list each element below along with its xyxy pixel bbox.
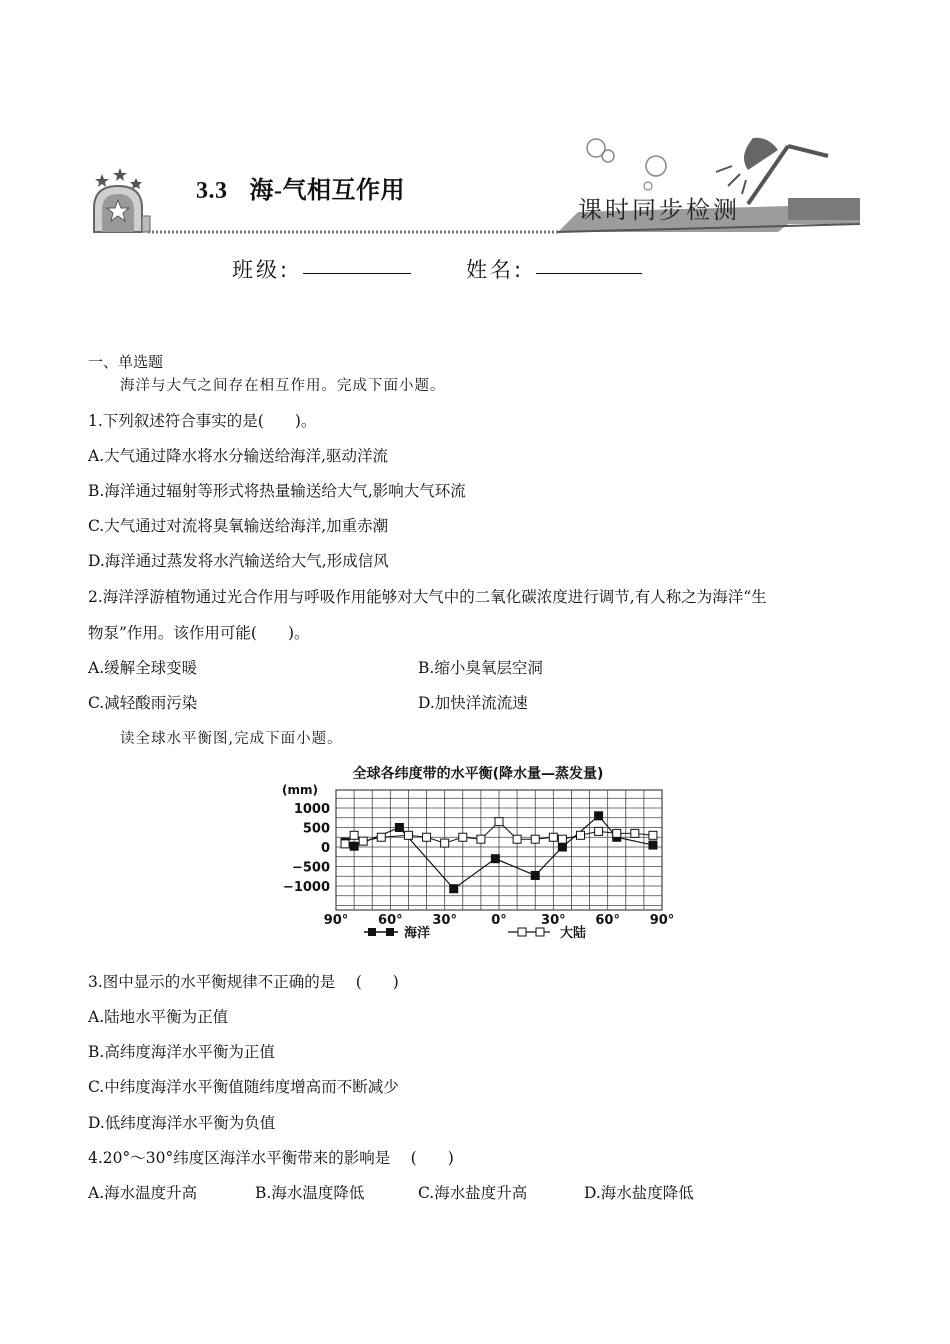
ocean-data-point: [558, 843, 566, 851]
star-badge-icon: [94, 168, 150, 232]
land-data-point: [631, 829, 639, 837]
q3-option-c: C.中纬度海洋水平衡值随纬度增高而不断减少: [88, 1078, 399, 1096]
ocean-data-point: [649, 841, 657, 849]
q1-option-d: D.海洋通过蒸发将水汽输送给大气,形成信风: [88, 552, 389, 570]
x-tick-label: 90°: [649, 913, 675, 928]
q1-option-c: C.大气通过对流将臭氧输送给海洋,加重赤潮: [88, 517, 389, 535]
y-tick-label: −1000: [282, 880, 330, 895]
land-data-point: [341, 840, 349, 848]
land-data-point: [577, 831, 585, 839]
ocean-data-point: [450, 885, 458, 893]
class-blank[interactable]: [303, 273, 411, 274]
land-data-point: [423, 833, 431, 841]
q3-stem: 3.图中显示的水平衡规律不正确的是 ( ): [88, 973, 399, 991]
land-data-point: [459, 833, 467, 841]
badge-text: 课时同步检测: [578, 196, 740, 224]
q2-stem-line2: 物泵”作用。该作用可能( )。: [88, 624, 310, 642]
q4-option-a: A.海水温度升高: [88, 1184, 198, 1202]
chart-svg: [278, 760, 678, 945]
land-data-point: [513, 835, 521, 843]
x-tick-label: 30°: [432, 913, 457, 928]
land-data-point: [350, 831, 358, 839]
lesson-number: 3.3: [196, 178, 228, 204]
land-data-point: [404, 831, 412, 839]
x-tick-label: 90°: [323, 913, 349, 928]
intro-text-2: 读全球水平衡图,完成下面小题。: [120, 731, 343, 747]
y-tick-label: 1000: [293, 802, 330, 817]
q2-option-a: A.缓解全球变暖: [88, 659, 198, 677]
ocean-data-point: [595, 812, 603, 820]
q1-stem: 1.下列叙述符合事实的是( )。: [88, 412, 317, 430]
land-data-point: [377, 833, 385, 841]
legend-ocean-marker: [364, 928, 398, 936]
section-heading: 一、单选题: [88, 353, 164, 371]
q2-option-c: C.减轻酸雨污染: [88, 694, 198, 712]
ocean-data-point: [531, 871, 539, 879]
land-data-point: [531, 835, 539, 843]
legend-land-marker: [508, 928, 550, 936]
x-tick-label: 60°: [595, 913, 620, 928]
lesson-title-text: 海-气相互作用: [249, 178, 405, 204]
legend-ocean-label: 海洋: [404, 926, 431, 941]
ocean-data-point: [350, 842, 358, 850]
q3-option-a: A.陆地水平衡为正值: [88, 1008, 229, 1026]
water-balance-chart: [278, 760, 678, 945]
ocean-data-point: [395, 824, 403, 832]
land-data-point: [359, 837, 367, 845]
land-data-point: [495, 818, 503, 826]
name-label: 姓名:: [466, 258, 525, 282]
land-data-point: [558, 835, 566, 843]
y-tick-label: −500: [291, 860, 330, 876]
intro-text-1: 海洋与大气之间存在相互作用。完成下面小题。: [120, 378, 446, 394]
q1-option-a: A.大气通过降水将水分输送给海洋,驱动洋流: [88, 447, 389, 465]
q2-stem-line1: 2.海洋浮游植物通过光合作用与呼吸作用能够对大气中的二氧化碳浓度进行调节,有人称之为海洋“生: [88, 588, 767, 606]
q3-option-b: B.高纬度海洋水平衡为正值: [88, 1043, 275, 1061]
q2-option-b: B.缩小臭氧层空洞: [418, 659, 543, 677]
land-data-point: [613, 829, 621, 837]
q4-option-b: B.海水温度降低: [255, 1184, 365, 1202]
q4-option-d: D.海水盐度降低: [584, 1184, 694, 1202]
q1-option-b: B.海洋通过辐射等形式将热量输送给大气,影响大气环流: [88, 482, 466, 500]
y-tick-label: 500: [302, 821, 330, 837]
legend-land-label: 大陆: [560, 926, 587, 941]
lesson-title: [196, 170, 405, 205]
x-tick-label: 60°: [378, 913, 403, 928]
q4-option-c: C.海水盐度升高: [418, 1184, 528, 1202]
land-data-point: [649, 831, 657, 839]
y-tick-label: 0: [320, 841, 330, 856]
land-data-point: [477, 835, 485, 843]
ocean-data-point: [491, 855, 499, 863]
x-tick-label: 30°: [541, 913, 566, 928]
name-blank[interactable]: [536, 273, 642, 274]
land-data-point: [549, 833, 557, 841]
q4-stem: 4.20°～30°纬度区海洋水平衡带来的影响是 ( ): [88, 1149, 454, 1167]
class-label: 班级:: [232, 258, 291, 282]
land-data-point: [595, 827, 603, 835]
x-tick-label: 0°: [491, 913, 507, 928]
chart-title: 全球各纬度带的水平衡(降水量—蒸发量): [352, 766, 604, 782]
land-data-point: [441, 839, 449, 847]
q2-option-d: D.加快洋流流速: [418, 694, 528, 712]
q3-option-d: D.低纬度海洋水平衡为负值: [88, 1114, 276, 1132]
chart-ylabel: (mm): [282, 783, 318, 797]
